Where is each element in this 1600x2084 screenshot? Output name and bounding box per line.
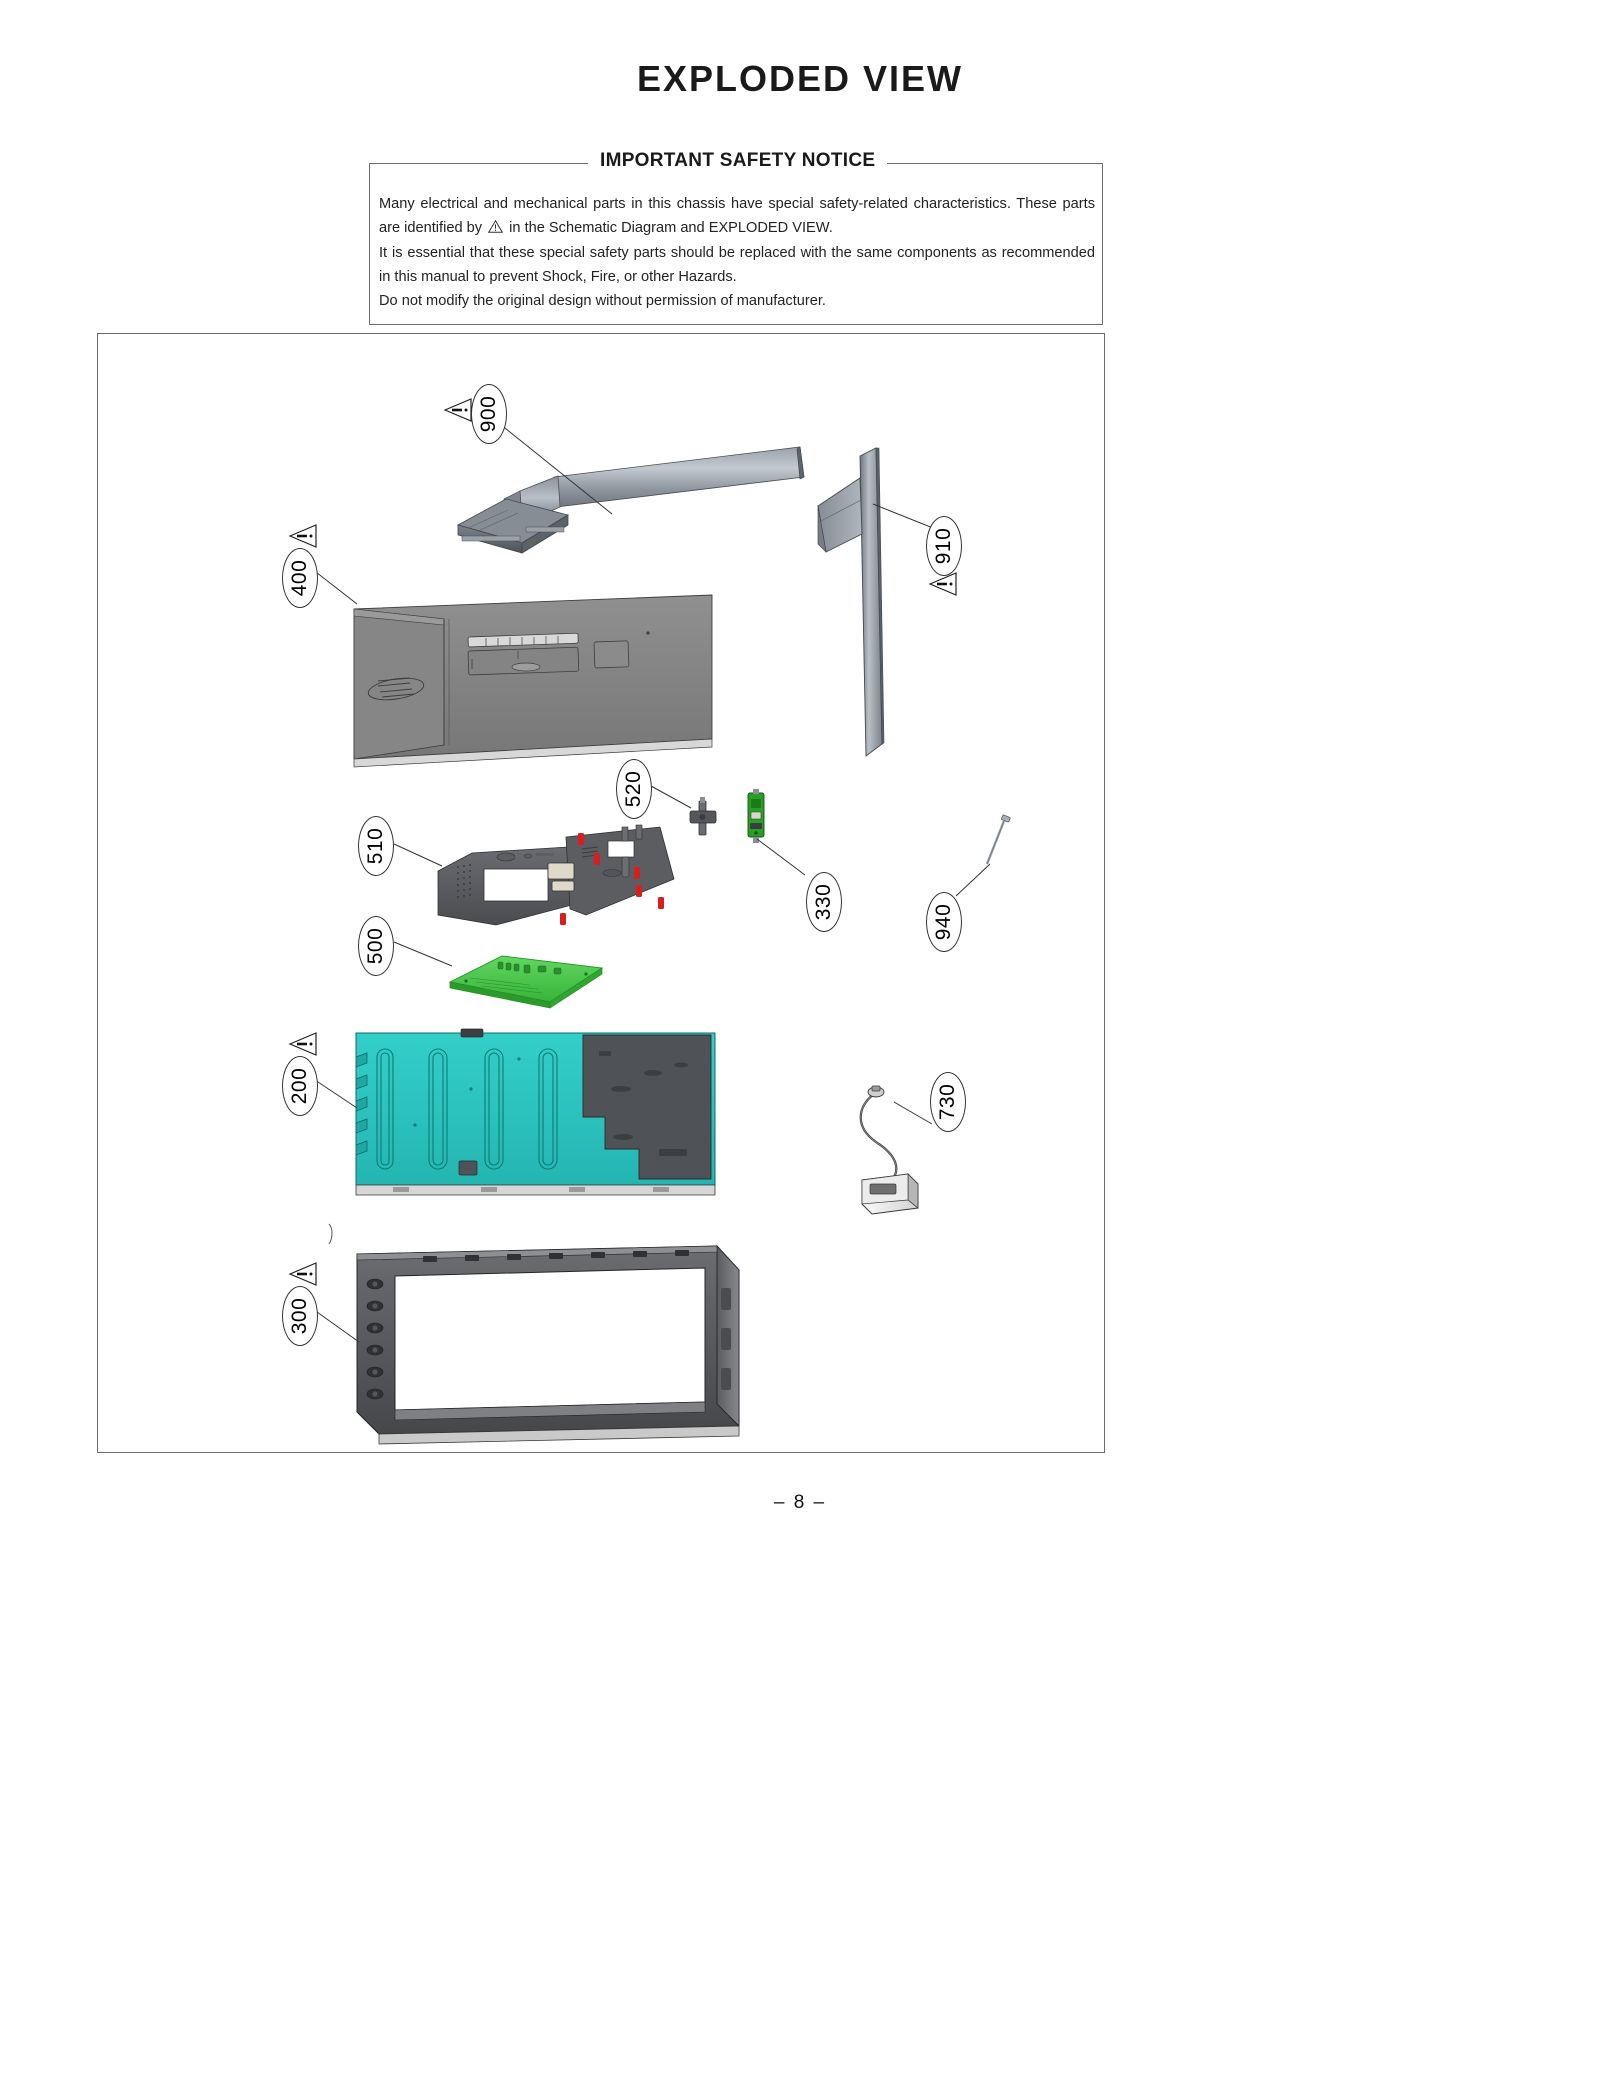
leader-line-330 — [757, 839, 809, 879]
callout-balloon-520[interactable] — [616, 759, 652, 819]
safety-notice-body — [379, 192, 1095, 313]
callout-number-330: 330 — [812, 883, 835, 921]
diagram-canvas — [98, 334, 1104, 1452]
page-title-text: EXPLODED VIEW — [636, 58, 964, 99]
callout-balloon-940[interactable] — [926, 892, 962, 952]
part-small-clip — [324, 1222, 338, 1246]
part-back-cabinet — [348, 589, 718, 779]
part-rear-cover-panel — [353, 1029, 718, 1199]
safety-line-2-suffix: in the Schematic Diagram and EXPLODED VIEW. — [509, 220, 833, 237]
page-title — [0, 58, 1600, 100]
callout-balloon-510[interactable] — [358, 816, 394, 876]
safety-triangle-icon-200 — [288, 1032, 318, 1056]
callout-number-940: 940 — [932, 903, 955, 941]
part-main-pcb — [446, 952, 606, 1014]
callout-number-300: 300 — [288, 1297, 311, 1335]
part-main-chassis-frame — [436, 819, 676, 949]
safety-triangle-icon-400 — [288, 524, 318, 548]
callout-number-500: 500 — [364, 927, 387, 965]
part-front-bezel — [353, 1244, 743, 1444]
leader-line-520 — [651, 786, 695, 812]
callout-balloon-200[interactable] — [282, 1056, 318, 1116]
callout-number-520: 520 — [622, 770, 645, 808]
callout-number-900: 900 — [477, 395, 500, 433]
callout-number-400: 400 — [288, 559, 311, 597]
safety-notice-legend: IMPORTANT SAFETY NOTICE — [588, 150, 887, 172]
safety-line-3: It is essential that these special safety parts should be replaced with the same components as recommended — [379, 244, 1095, 261]
exploded-view-diagram — [97, 333, 1105, 1453]
leader-line-900 — [488, 414, 618, 524]
callout-balloon-300[interactable] — [282, 1286, 318, 1346]
callout-number-730: 730 — [936, 1083, 959, 1121]
callout-balloon-330[interactable] — [806, 872, 842, 932]
callout-number-510: 510 — [364, 827, 387, 865]
safety-line-5: Do not modify the original design without permission of manufacturer. — [379, 293, 826, 310]
safety-line-2-prefix: are identified by — [379, 220, 483, 237]
callout-balloon-900[interactable] — [471, 384, 507, 444]
callout-balloon-400[interactable] — [282, 548, 318, 608]
page-footer: – 8 – — [773, 1492, 827, 1513]
leader-line-510 — [394, 844, 446, 870]
safety-line-2 — [379, 216, 1095, 240]
callout-balloon-500[interactable] — [358, 916, 394, 976]
leader-line-500 — [394, 942, 456, 970]
leader-line-940 — [954, 864, 994, 900]
leader-line-910 — [873, 502, 937, 532]
warning-triangle-icon — [488, 220, 503, 233]
safety-line-4: in this manual to prevent Shock, Fire, or other Hazards. — [379, 268, 737, 285]
safety-line-1: Many electrical and mechanical parts in this chassis have special safety-related characteristics. These parts — [379, 196, 1095, 212]
safety-triangle-icon-300 — [288, 1262, 318, 1286]
part-stand-base — [816, 444, 956, 774]
callout-balloon-910[interactable] — [926, 516, 962, 576]
callout-number-910: 910 — [932, 527, 955, 565]
callout-balloon-730[interactable] — [930, 1072, 966, 1132]
safety-triangle-icon-900 — [443, 398, 473, 422]
safety-triangle-icon-910 — [928, 572, 958, 596]
callout-number-200: 200 — [288, 1067, 311, 1105]
